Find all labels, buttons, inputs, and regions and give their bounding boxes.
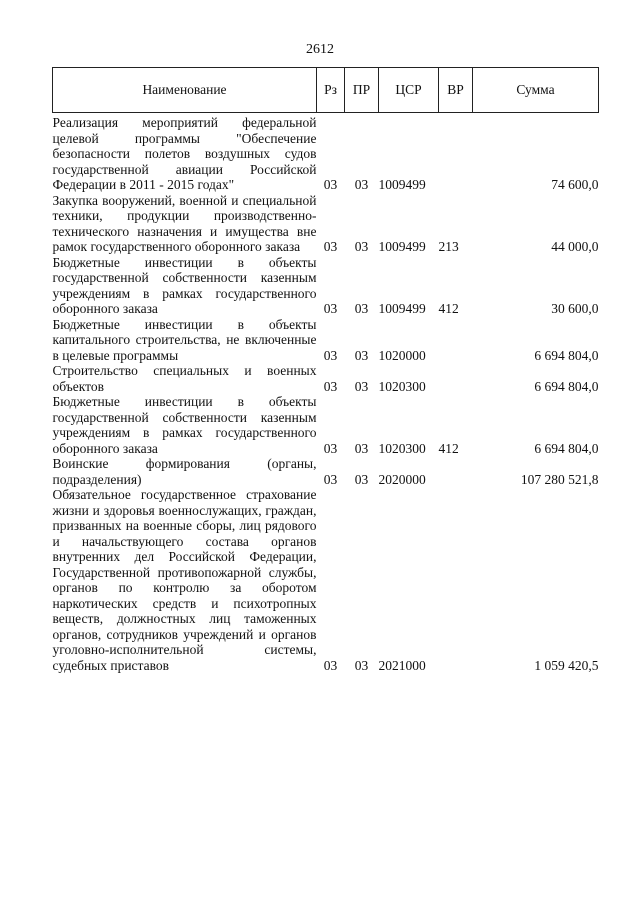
row-name: Реализация мероприятий федеральной целевой программы "Обеспечение безопасности полетов воздушных судов государственной авиации Российской Федерации в 2011 - 2015 годах" <box>52 115 317 192</box>
header-sum: Сумма <box>473 68 599 113</box>
row-vr <box>439 317 473 364</box>
row-csr: 1009499 <box>378 239 426 254</box>
row-vr: 412 <box>438 301 459 316</box>
row-vr <box>439 487 473 673</box>
table-row <box>53 363 599 394</box>
row-pr: 03 <box>354 378 369 394</box>
row-csr: 1020000 <box>378 347 426 363</box>
row-name: Бюджетные инвестиции в объекты капитального строительства, не включенные в целевые программы <box>52 316 317 363</box>
row-vr: 213 <box>438 239 459 254</box>
row-pr: 03 <box>354 440 369 456</box>
row-csr: 1020300 <box>378 440 426 456</box>
header-csr: ЦСР <box>379 68 439 113</box>
row-pr: 03 <box>354 301 369 316</box>
table-row <box>53 255 599 317</box>
row-name: Бюджетные инвестиции в объекты государственной собственности казенным учреждениям в рамках государственного оборонного заказа <box>52 394 317 456</box>
header-row <box>53 68 599 113</box>
row-csr: 2020000 <box>378 471 426 487</box>
row-name: Обязательное государственное страхование жизни и здоровья военнослужащих, граждан, призванных на военные сборы, лиц рядового и начальствующего состава органов внутренних дел Российской Федерации, Государственной противопожарной службы, органов по контролю за оборотом наркотических средств и психотропных веществ, должностных лиц таможенных органов, сотрудников учреждений и органов уголовно-исполнительной системы, судебных приставов <box>52 487 317 673</box>
row-pr: 03 <box>354 239 369 254</box>
row-csr: 1020300 <box>378 378 426 394</box>
header-vr: ВР <box>439 68 473 113</box>
row-sum: 1 059 420,5 <box>534 657 599 673</box>
row-sum: 6 694 804,0 <box>534 440 599 456</box>
row-rz: 03 <box>323 378 338 394</box>
table-row <box>53 317 599 364</box>
row-rz: 03 <box>323 440 338 456</box>
row-name: Строительство специальных и военных объектов <box>52 363 317 394</box>
row-rz: 03 <box>323 301 338 316</box>
page-number: 2612 <box>306 42 334 57</box>
row-vr <box>439 456 473 487</box>
row-pr: 03 <box>354 657 369 673</box>
row-csr: 2021000 <box>378 657 426 673</box>
row-vr <box>439 363 473 394</box>
row-name: Бюджетные инвестиции в объекты государственной собственности казенным учреждениям в рамках государственного оборонного заказа <box>52 254 317 316</box>
row-vr <box>439 113 473 193</box>
header-name: Наименование <box>53 68 317 113</box>
row-name: Закупка вооружений, военной и специальной техники, продукции производственно-технического назначения и имущества вне рамок государственного оборонного заказа <box>52 192 317 254</box>
row-sum: 6 694 804,0 <box>534 347 599 363</box>
row-rz: 03 <box>323 347 338 363</box>
table-row <box>53 456 599 487</box>
header-rz: Рз <box>317 68 345 113</box>
table-row <box>53 394 599 456</box>
table-row <box>53 487 599 673</box>
budget-table <box>52 67 599 673</box>
row-rz: 03 <box>323 471 338 487</box>
row-vr: 412 <box>438 440 459 456</box>
table-row <box>53 113 599 193</box>
row-name: Воинские формирования (органы, подразделения) <box>52 456 317 487</box>
header-pr: ПР <box>345 68 379 113</box>
row-sum: 74 600,0 <box>551 177 599 192</box>
row-pr: 03 <box>354 471 369 487</box>
row-sum: 44 000,0 <box>551 239 599 254</box>
row-sum: 6 694 804,0 <box>534 378 599 394</box>
row-csr: 1009499 <box>378 177 426 192</box>
table-row <box>53 193 599 255</box>
row-pr: 03 <box>354 177 369 192</box>
row-csr: 1009499 <box>378 301 426 316</box>
row-sum: 107 280 521,8 <box>520 471 599 487</box>
row-pr: 03 <box>354 347 369 363</box>
row-rz: 03 <box>323 657 338 673</box>
row-sum: 30 600,0 <box>551 301 599 316</box>
row-rz: 03 <box>323 177 338 192</box>
row-rz: 03 <box>323 239 338 254</box>
